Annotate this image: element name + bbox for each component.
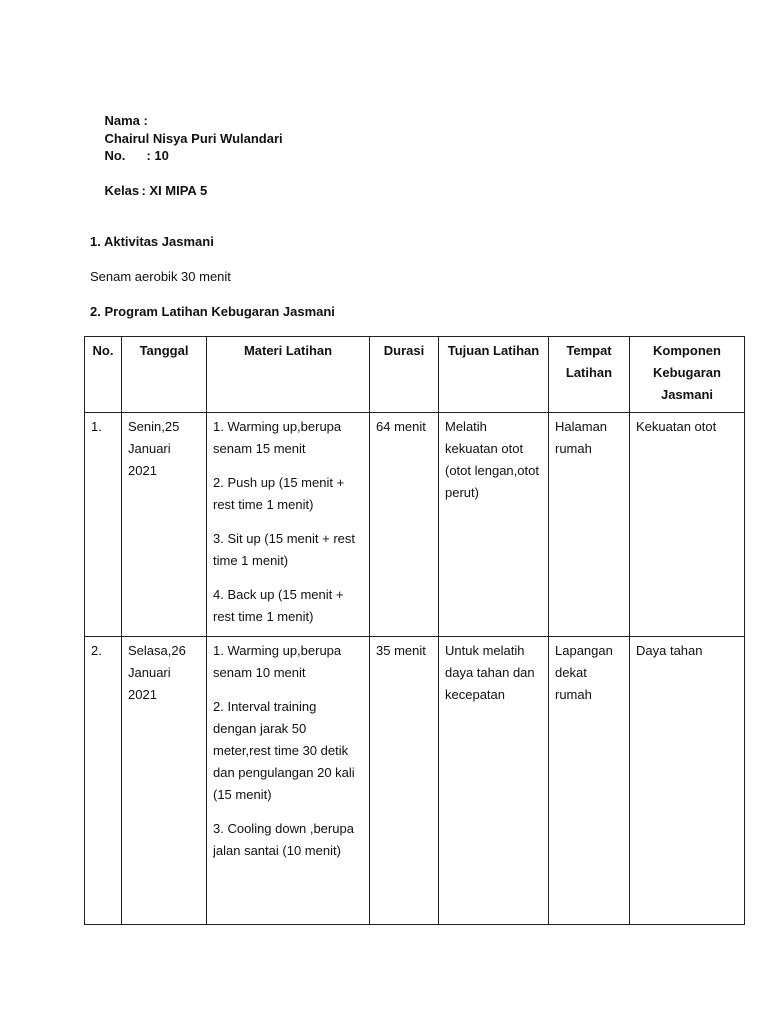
cell-no: 1. [85, 413, 122, 637]
cell-tempat: Lapangan dekat rumah [549, 637, 630, 925]
cell-komponen: Kekuatan otot [630, 413, 745, 637]
header-durasi: Durasi [370, 337, 439, 413]
materi-item: 3. Cooling down ,berupa jalan santai (10 menit) [213, 821, 354, 858]
header-tanggal: Tanggal [122, 337, 207, 413]
materi-item: 3. Sit up (15 menit + rest time 1 menit) [213, 531, 355, 568]
kelas-value: : XI MIPA 5 [141, 183, 208, 198]
program-table [84, 336, 745, 925]
table-row [85, 637, 745, 925]
cell-tujuan: Melatih kekuatan otot (otot lengan,otot perut) [439, 413, 549, 637]
cell-materi [207, 413, 370, 637]
kelas-line [90, 164, 207, 218]
cell-durasi: 64 menit [370, 413, 439, 637]
cell-komponen: Daya tahan [630, 637, 745, 925]
cell-durasi: 35 menit [370, 637, 439, 925]
header-tujuan: Tujuan Latihan [439, 337, 549, 413]
no-value: : 10 [146, 148, 169, 163]
materi-item: 2. Push up (15 menit + rest time 1 menit) [213, 475, 345, 512]
kelas-label: Kelas [104, 183, 140, 198]
section1-text: Senam aerobik 30 menit [90, 269, 231, 284]
materi-item: 2. Interval training dengan jarak 50 meter,rest time 30 detik dan pengulangan 20 kali (15 menit) [213, 699, 355, 802]
section2-title: 2. Program Latihan Kebugaran Jasmani [90, 304, 335, 319]
table-header-row [85, 337, 745, 413]
materi-item: 1. Warming up,berupa senam 15 menit [213, 419, 342, 456]
materi-item: 4. Back up (15 menit + rest time 1 menit) [213, 587, 344, 624]
table-row [85, 413, 745, 637]
header-materi: Materi Latihan [207, 337, 370, 413]
header-no: No. [85, 337, 122, 413]
no-label: No. [104, 148, 126, 163]
nama-value: Chairul Nisya Puri Wulandari [104, 131, 283, 146]
section1-title: 1. Aktivitas Jasmani [90, 234, 214, 249]
nama-label: Nama : [104, 113, 148, 128]
cell-tanggal: Selasa,26 Januari 2021 [122, 637, 207, 925]
cell-materi [207, 637, 370, 925]
cell-tujuan: Untuk melatih daya tahan dan kecepatan [439, 637, 549, 925]
header-tempat: Tempat Latihan [549, 337, 630, 413]
header-komponen: Komponen Kebugaran Jasmani [630, 337, 745, 413]
cell-tempat: Halaman rumah [549, 413, 630, 637]
cell-no: 2. [85, 637, 122, 925]
cell-tanggal: Senin,25 Januari 2021 [122, 413, 207, 637]
materi-item: 1. Warming up,berupa senam 10 menit [213, 643, 342, 680]
